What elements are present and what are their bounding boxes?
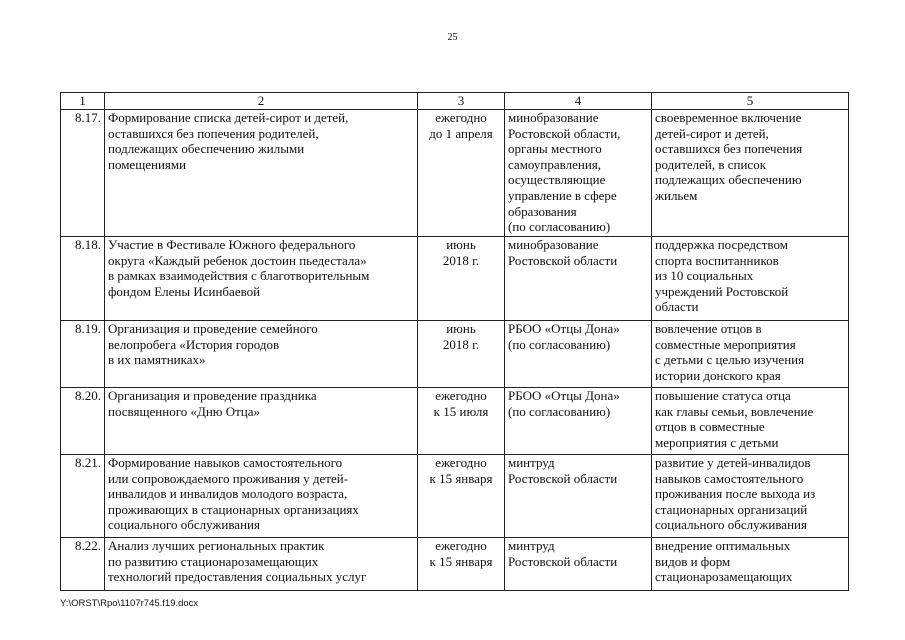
table-header-row (61, 93, 849, 110)
row-term: ежегодно к 15 января (418, 455, 505, 538)
measures-table (60, 92, 849, 591)
row-term: июнь 2018 г. (418, 237, 505, 321)
document-file-path: Y:\ORST\Rpo\1107r745.f19.docx (60, 598, 199, 609)
row-number: 8.22. (61, 538, 105, 591)
row-term: июнь 2018 г. (418, 321, 505, 388)
row-executor: минобразование Ростовской области, органы местного самоуправления, осуществляющие управление в сфере образования (по согласованию) (505, 110, 652, 237)
header-col-4: 4 (505, 93, 652, 110)
row-executor: минтруд Ростовской области (505, 455, 652, 538)
row-number: 8.20. (61, 388, 105, 455)
row-result: развитие у детей-инвалидов навыков самостоятельного проживания после выхода из стационарных организаций социального обслуживания (652, 455, 849, 538)
row-number: 8.17. (61, 110, 105, 237)
header-col-2: 2 (105, 93, 418, 110)
row-executor: минобразование Ростовской области (505, 237, 652, 321)
row-term: ежегодно до 1 апреля (418, 110, 505, 237)
row-result: внедрение оптимальных видов и форм стационарозамещающих (652, 538, 849, 591)
row-activity: Формирование списка детей-сирот и детей, оставшихся без попечения родителей, подлежащих обеспечению жилыми помещениями (105, 110, 418, 237)
row-activity: Организация и проведение семейного велопробега «История городов в их памятниках» (105, 321, 418, 388)
row-activity: Участие в Фестивале Южного федерального округа «Каждый ребенок достоин пьедестала» в рамках взаимодействия с благотворительным фондом Елены Исинбаевой (105, 237, 418, 321)
table-row (61, 455, 849, 538)
row-executor: РБОО «Отцы Дона» (по согласованию) (505, 321, 652, 388)
row-number: 8.19. (61, 321, 105, 388)
row-term: ежегодно к 15 июля (418, 388, 505, 455)
row-term: ежегодно к 15 января (418, 538, 505, 591)
row-result: своевременное включение детей-сирот и детей, оставшихся без попечения родителей, в список подлежащих обеспечению жильем (652, 110, 849, 237)
row-number: 8.21. (61, 455, 105, 538)
row-result: поддержка посредством спорта воспитанников из 10 социальных учреждений Ростовской области (652, 237, 849, 321)
row-result: вовлечение отцов в совместные мероприятия с детьми с целью изучения истории донского края (652, 321, 849, 388)
table-row (61, 110, 849, 237)
table-row (61, 237, 849, 321)
header-col-5: 5 (652, 93, 849, 110)
table-row (61, 538, 849, 591)
row-activity: Формирование навыков самостоятельного или сопровождаемого проживания у детей- инвалидов и инвалидов молодого возраста, проживающих в стационарных организациях социального обслуживания (105, 455, 418, 538)
row-number: 8.18. (61, 237, 105, 321)
row-result: повышение статуса отца как главы семьи, вовлечение отцов в совместные мероприятия с детьми (652, 388, 849, 455)
page-number: 25 (447, 32, 458, 43)
row-activity: Анализ лучших региональных практик по развитию стационарозамещающих технологий предоставления социальных услуг (105, 538, 418, 591)
row-executor: минтруд Ростовской области (505, 538, 652, 591)
header-col-3: 3 (418, 93, 505, 110)
table-row (61, 388, 849, 455)
row-activity: Организация и проведение праздника посвященного «Дню Отца» (105, 388, 418, 455)
row-executor: РБОО «Отцы Дона» (по согласованию) (505, 388, 652, 455)
header-col-1: 1 (61, 93, 105, 110)
table-row (61, 321, 849, 388)
